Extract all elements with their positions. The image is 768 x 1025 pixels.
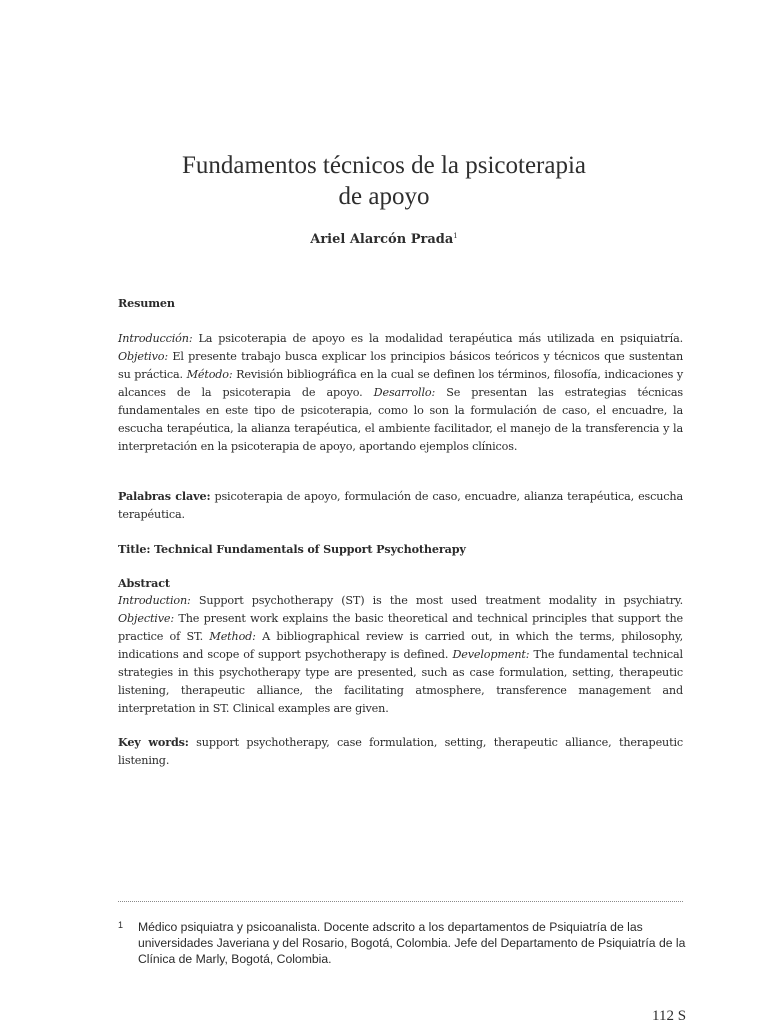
author-name: Ariel Alarcón Prada xyxy=(310,232,454,247)
abstract-label-objective: Objective: xyxy=(118,612,174,625)
author-footnote-mark: 1 xyxy=(453,232,458,240)
palabras-clave xyxy=(118,487,683,524)
article-title-line-2: de apoyo xyxy=(338,183,430,210)
abstract-heading: Abstract xyxy=(118,576,170,590)
resumen-label-desarrollo: Desarrollo: xyxy=(373,386,436,399)
key-words xyxy=(118,733,683,770)
page-number: 112 S xyxy=(652,1008,687,1024)
abstract-text-development: The fundamental technical strategies in this psychotherapy type are presented, such as case formulation, setting, therapeutic listening, therapeutic alliance, the facilitating atmosphere, transference management and interpretation in ST. Clinical examples are given. xyxy=(118,648,683,715)
abstract-label-method: Method: xyxy=(209,630,256,643)
resumen-body xyxy=(118,330,683,456)
key-words-label: Key words: xyxy=(118,735,189,749)
abstract-text-method: A bibliographical review is carried out, in which the terms, philosophy, indications and scope of support psychotherapy is defined. xyxy=(118,630,683,661)
abstract-label-introduction: Introduction: xyxy=(118,594,191,607)
resumen-text-metodo: Revisión bibliográfica en la cual se definen los términos, filosofía, indicaciones y alcances de la psicoterapia de apoyo. xyxy=(118,368,683,399)
footnote-mark: 1 xyxy=(118,920,124,930)
footnote-divider xyxy=(118,901,683,902)
article-title xyxy=(0,150,768,212)
resumen-text-objetivo: El presente trabajo busca explicar los principios básicos teóricos y técnicos que sustentan su práctica. xyxy=(118,350,683,381)
resumen-label-introduccion: Introducción: xyxy=(118,332,193,345)
abstract-text-introduction: Support psychotherapy (ST) is the most used treatment modality in psychiatry. xyxy=(190,594,683,607)
palabras-clave-text: psicoterapia de apoyo, formulación de caso, encuadre, alianza terapéutica, escucha terapéutica. xyxy=(118,490,684,521)
resumen-heading: Resumen xyxy=(118,296,175,310)
abstract-label-development: Development: xyxy=(452,648,530,661)
abstract-body xyxy=(118,592,683,718)
article-title-line-1: Fundamentos técnicos de la psicoterapia xyxy=(181,152,587,179)
footnote xyxy=(118,919,688,967)
resumen-text-introduccion: La psicoterapia de apoyo es la modalidad terapéutica más utilizada en psiquiatría. xyxy=(192,332,683,345)
author-line xyxy=(0,232,768,247)
palabras-clave-label: Palabras clave: xyxy=(118,489,211,503)
resumen-text-desarrollo: Se presentan las estrategias técnicas fundamentales en este tipo de psicoterapia, como lo son la formulación de caso, el encuadre, la escucha terapéutica, la alianza terapéutica, el ambiente facilitador, el manejo de la transferencia y la interpretación en la psicoterapia de apoyo, aportando ejemplos clínicos. xyxy=(118,386,683,453)
resumen-label-objetivo: Objetivo: xyxy=(118,350,168,363)
footnote-text: Médico psiquiatra y psicoanalista. Docente adscrito a los departamentos de Psiquiatría de las universidades Javeriana y del Rosario, Bogotá, Colombia. Jefe del Departamento de Psiquiatría de la Clínica de Marly, Bogotá, Colombia. xyxy=(138,920,686,966)
resumen-label-metodo: Método: xyxy=(186,368,233,381)
english-title: Title: Technical Fundamentals of Support Psychotherapy xyxy=(118,542,466,556)
key-words-text: support psychotherapy, case formulation, setting, therapeutic alliance, therapeutic listening. xyxy=(118,736,683,767)
abstract-text-objective: The present work explains the basic theoretical and technical principles that support the practice of ST. xyxy=(118,612,683,643)
